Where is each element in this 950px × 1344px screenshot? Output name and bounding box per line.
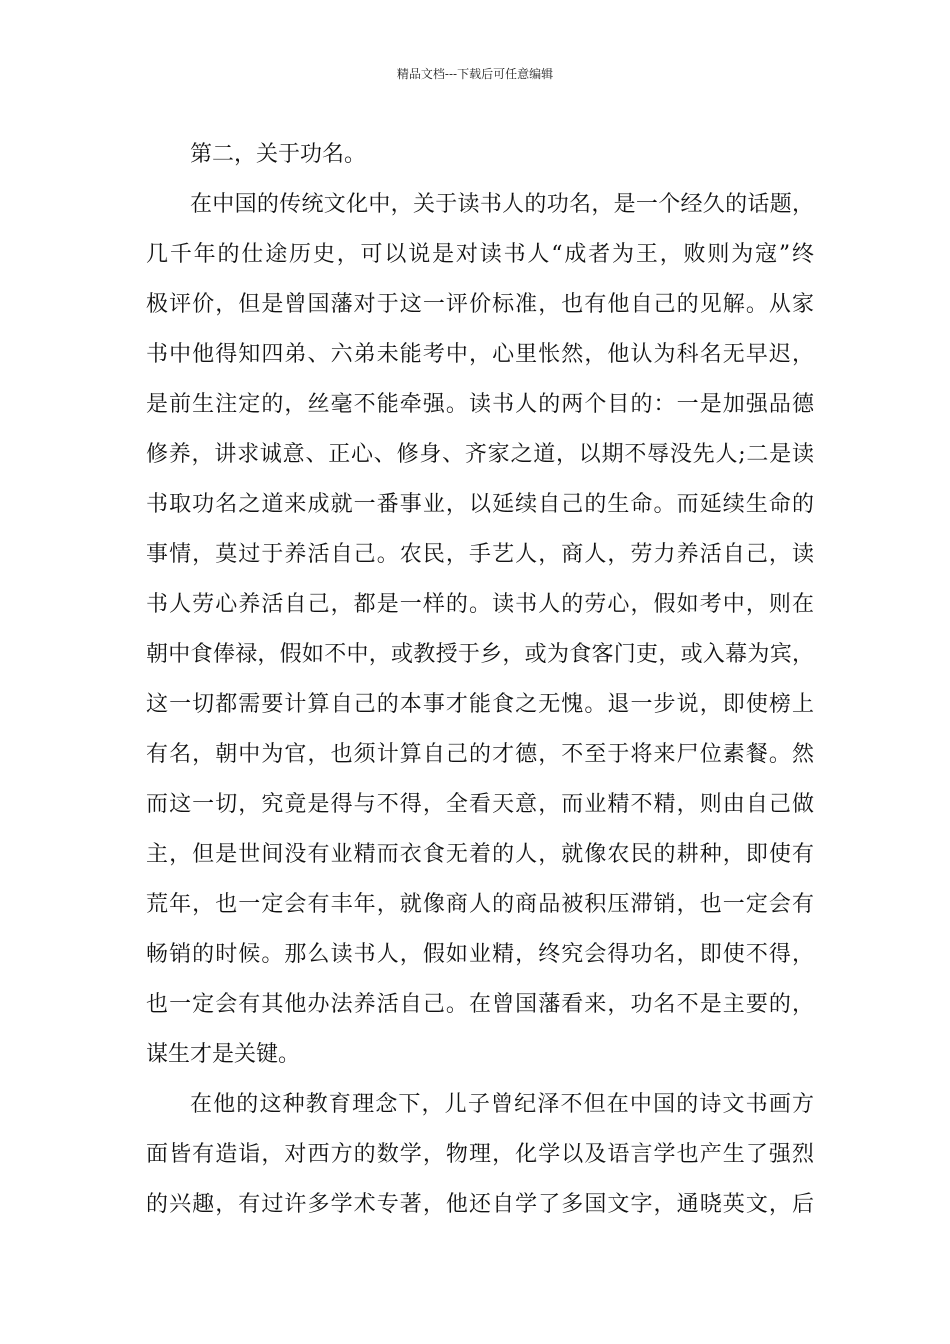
text-line: 事情，莫过于养活自己。农民，手艺人，商人，劳力养活自己，读 (146, 542, 814, 567)
text-line: 是前生注定的，丝毫不能牵强。读书人的两个目的：一是加强品德 (146, 392, 814, 417)
text-line: 朝中食俸禄，假如不中，或教授于乡，或为食客门吏，或入幕为宾， (146, 642, 814, 667)
text-line: 在中国的传统文化中，关于读书人的功名，是一个经久的话题， (190, 192, 814, 217)
text-line: 面皆有造诣，对西方的数学，物理，化学以及语言学也产生了强烈 (146, 1142, 814, 1167)
text-line: 这一切都需要计算自己的本事才能食之无愧。退一步说，即使榜上 (146, 692, 814, 717)
text-line: 书人劳心养活自己，都是一样的。读书人的劳心，假如考中，则在 (146, 592, 814, 617)
text-line: 在他的这种教育理念下，儿子曾纪泽不但在中国的诗文书画方 (190, 1092, 814, 1117)
document-body (146, 130, 814, 1230)
text-line: 修养，讲求诚意、正心、修身、齐家之道，以期不辱没先人;二是读 (146, 442, 814, 467)
text-line: 谋生才是关键。 (146, 1042, 301, 1067)
section-heading: 第二，关于功名。 (190, 142, 367, 167)
text-line: 荒年，也一定会有丰年，就像商人的商品被积压滞销，也一定会有 (146, 892, 814, 917)
text-line: 有名，朝中为官，也须计算自己的才德，不至于将来尸位素餐。然 (146, 742, 814, 767)
text-line: 极评价，但是曾国藩对于这一评价标准，也有他自己的见解。从家 (146, 292, 814, 317)
text-line: 而这一切，究竟是得与不得，全看天意，而业精不精，则由自己做 (146, 792, 814, 817)
text-line: 书中他得知四弟、六弟未能考中，心里怅然，他认为科名无早迟， (146, 342, 814, 367)
text-line: 书取功名之道来成就一番事业，以延续自己的生命。而延续生命的 (146, 492, 814, 517)
page-header: 精品文档---下载后可任意编辑 (396, 67, 554, 81)
text-line: 的兴趣，有过许多学术专著，他还自学了多国文字，通晓英文，后 (146, 1192, 814, 1217)
text-line: 几千年的仕途历史，可以说是对读书人“成者为王，败则为寇”终 (146, 242, 814, 267)
text-line: 主，但是世间没有业精而衣食无着的人，就像农民的耕种，即使有 (146, 842, 814, 867)
text-line: 也一定会有其他办法养活自己。在曾国藩看来，功名不是主要的， (146, 992, 814, 1017)
text-line: 畅销的时候。那么读书人，假如业精，终究会得功名，即使不得， (146, 942, 814, 967)
